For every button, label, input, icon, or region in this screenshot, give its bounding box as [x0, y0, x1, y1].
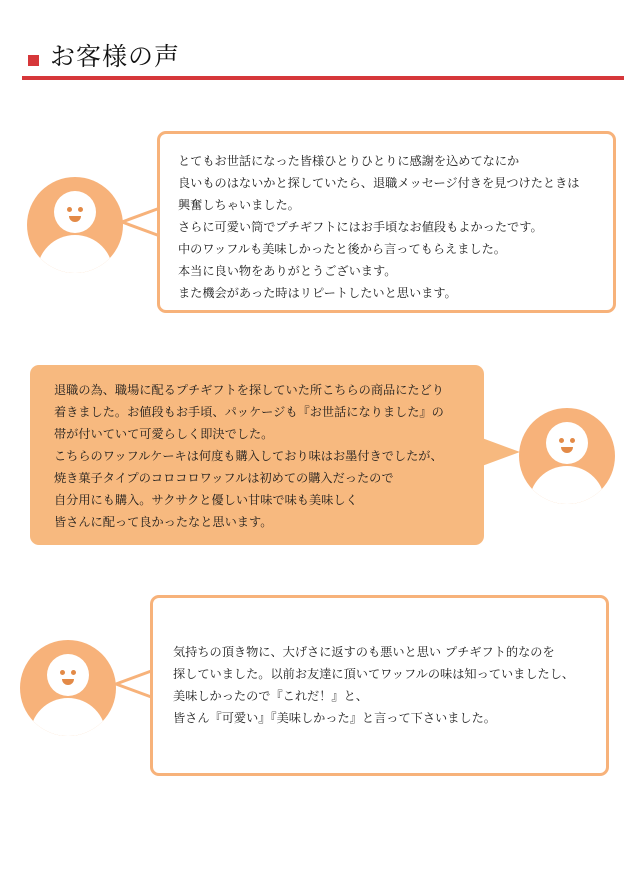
section-header	[22, 36, 624, 80]
testimonial-bubble	[157, 131, 616, 313]
testimonial-line: 良いものはないかと探していたら、退職メッセージ付きを見つけたときは	[178, 176, 580, 190]
testimonial-line: 自分用にも購入。サクサクと優しい甘味で味も美味しく	[54, 493, 358, 507]
page-title: お客様の声	[50, 42, 181, 71]
testimonial-line: 本当に良い物をありがとうございます。	[178, 264, 397, 278]
testimonial-line: 興奮しちゃいました。	[178, 198, 300, 212]
customer-avatar-icon	[27, 177, 123, 273]
testimonial-bubble	[30, 365, 484, 545]
testimonial-line: 退職の為、職場に配るプチギフトを探していた所こちらの商品にたどり	[54, 383, 444, 397]
customer-avatar-icon	[20, 640, 116, 736]
speech-bubble-tail	[118, 204, 162, 240]
testimonial-line: また機会があった時はリピートしたいと思います。	[178, 286, 457, 300]
testimonial-bubble	[150, 595, 609, 776]
testimonial-line: 焼き菓子タイプのコロコロワッフルは初めての購入だったので	[54, 471, 394, 485]
header-divider	[22, 76, 624, 80]
red-square-icon	[28, 55, 39, 66]
testimonial-line: 美味しかったので『これだ！』と、	[173, 689, 368, 703]
customer-avatar-icon	[519, 408, 615, 504]
speech-bubble-tail	[482, 436, 522, 470]
testimonial-line: 気持ちの頂き物に、大げさに返すのも悪いと思い プチギフト的なのを	[173, 645, 555, 659]
testimonial-line: 探していました。以前お友達に頂いてワッフルの味は知っていましたし、	[173, 667, 575, 681]
testimonial-line: 皆さんに配って良かったなと思います。	[54, 515, 273, 529]
testimonial-line: さらに可愛い筒でプチギフトにはお手頃なお値段もよかったです。	[178, 220, 543, 234]
testimonial-line: 皆さん『可愛い』『美味しかった』と言って下さいました。	[173, 711, 496, 725]
testimonial-line: 帯が付いていて可愛らしく即決でした。	[54, 427, 274, 441]
testimonial-line: 着きました。お値段もお手頃、パッケージも『お世話になりました』の	[54, 405, 444, 419]
testimonial-line: こちらのワッフルケーキは何度も購入しており味はお墨付きでしたが、	[54, 449, 443, 463]
testimonial-line: 中のワッフルも美味しかったと後から言ってもらえました。	[178, 242, 506, 256]
testimonial-line: とてもお世話になった皆様ひとりひとりに感謝を込めてなにか	[178, 154, 520, 168]
